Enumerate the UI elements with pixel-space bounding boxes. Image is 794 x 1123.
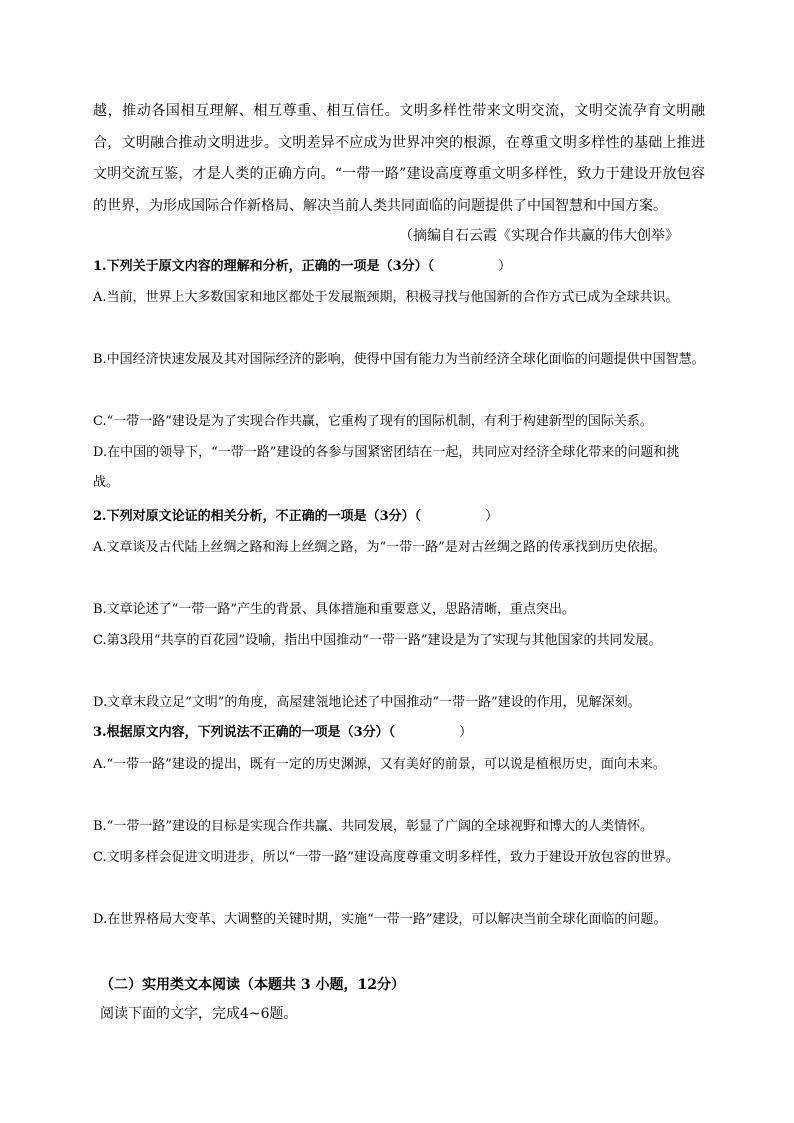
question-1-option-c: C.“一带一路”建设是为了实现合作共赢，它重构了现有的国际机制，有利于构建新型的国际关系。 (93, 414, 653, 429)
question-2-option-b: B.文章论述了“一带一路”产生的背景、具体措施和重要意义，思路清晰，重点突出。 (93, 602, 575, 617)
question-3-stem-end: ） (459, 725, 473, 740)
question-1-option-b: B.中国经济快速发展及其对国际经济的影响，使得中国有能力为当前经济全球化面临的问题提供中国智慧。 (93, 352, 705, 367)
question-2-option-d: D.文章末段立足“文明”的角度，高屋建瓴地论述了中国推动“一带一路”建设的作用，见解深刻。 (93, 695, 641, 710)
question-3-stem-text: 3.根据原文内容，下列说法不正确的一项是（3分）（ (93, 725, 396, 740)
question-3-option-a: A.“一带一路”建设的提出，既有一定的历史渊源，又有美好的前景，可以说是植根历史，面向未来。 (93, 757, 666, 772)
question-3-option-b: B.“一带一路”建设的目标是实现合作共赢、共同发展，彰显了广阔的全球视野和博大的人类情怀。 (93, 819, 653, 834)
question-1-stem (93, 257, 705, 277)
question-3-option-c: C.文明多样会促进文明进步，所以“一带一路”建设高度尊重文明多样性，致力于建设开放包容的世界。 (93, 850, 679, 865)
section-instruction: 阅读下面的文字，完成4~6题。 (100, 1006, 298, 1022)
question-1-option-d: D.在中国的领导下，“一带一路”建设的各参与国紧密团结在一起，共同应对经济全球化带来的问题和挑战。 (93, 445, 680, 490)
question-3-option-d: D.在世界格局大变革、大调整的关键时期，实施“一带一路”建设，可以解决当前全球化面临的问题。 (93, 912, 667, 927)
section-heading: （二）实用类文本阅读（本题共 3 小题，12分） (100, 977, 405, 993)
question-2-option-a: A.文章谈及古代陆上丝绸之路和海上丝绸之路，为“一带一路”是对古丝绸之路的传承找到历史依据。 (93, 540, 666, 555)
question-1-option-a: A.当前，世界上大多数国家和地区都处于发展瓶颈期，积极寻找与他国新的合作方式已成为全球共识。 (93, 290, 679, 305)
question-1-stem-end: ） (498, 259, 512, 274)
passage-paragraph: 越，推动各国相互理解、相互尊重、相互信任。文明多样性带来文明交流，文明交流孕育文明融合，文明融合推动文明进步。文明差异不应成为世界冲突的根源，在尊重文明多样性的基础上推进文明交流互鉴，才是人类的正确方向。“一带一路”建设高度尊重文明多样性，致力于建设开放包容的世界，为形成国际合作新格局、解决当前人类共同面临的问题提供了中国智慧和中国方案。 (93, 103, 705, 214)
passage-source: （摘编自石云霞《实现合作共赢的伟大创举》 (399, 228, 679, 244)
question-2-stem (93, 507, 705, 527)
question-1-stem-text: 1.下列关于原文内容的理解和分析，正确的一项是（3分）（ (93, 259, 435, 274)
question-2-option-c: C.第3段用“共享的百花园”设喻，指出中国推动“一带一路”建设是为了实现与其他国家的共同发展。 (93, 633, 662, 648)
question-2-stem-end: ） (485, 509, 499, 524)
question-3-stem (93, 723, 705, 743)
question-2-stem-text: 2.下列对原文论证的相关分析，不正确的一项是（3分）（ (93, 509, 422, 524)
